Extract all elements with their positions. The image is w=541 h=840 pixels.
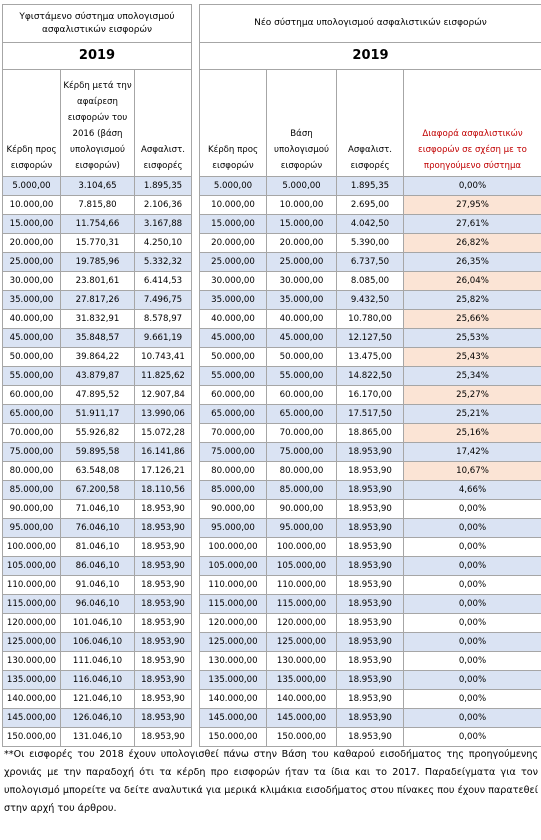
table-cell: 18.953,90 [337,500,404,519]
table-cell: 19.785,96 [61,253,135,272]
table-cell: 135.000,00 [3,671,61,690]
table-cell: 30.000,00 [267,272,337,291]
table-cell: 65.000,00 [3,405,61,424]
table-cell: 18.953,90 [337,538,404,557]
header-earnings: Κέρδη προς εισφορών [200,70,267,177]
table-cell: 18.953,90 [135,519,192,538]
current-system-year: 2019 [3,43,192,70]
table-cell: 110.000,00 [267,576,337,595]
table-cell: 125.000,00 [267,633,337,652]
table-cell: 76.046,10 [61,519,135,538]
table-cell: 18.110,56 [135,481,192,500]
table-row [3,519,192,538]
table-cell: 65.000,00 [200,405,267,424]
table-row [200,481,541,500]
table-row [3,291,192,310]
table-row [200,633,541,652]
table-cell: 45.000,00 [3,329,61,348]
table-cell: 25,34% [404,367,541,386]
table-row [200,405,541,424]
table-cell: 18.953,90 [135,538,192,557]
table-cell: 4,66% [404,481,541,500]
table-cell: 85.000,00 [200,481,267,500]
table-row [200,652,541,671]
table-cell: 150.000,00 [3,728,61,747]
table-cell: 110.000,00 [200,576,267,595]
table-row [200,709,541,728]
table-row [200,595,541,614]
table-row [200,500,541,519]
table-cell: 25,21% [404,405,541,424]
table-cell: 39.864,22 [61,348,135,367]
table-cell: 120.000,00 [3,614,61,633]
table-cell: 18.953,90 [135,557,192,576]
table-row [3,424,192,443]
table-row [3,234,192,253]
table-cell: 0,00% [404,557,541,576]
table-cell: 0,00% [404,500,541,519]
table-cell: 13.475,00 [337,348,404,367]
table-cell: 131.046,10 [61,728,135,747]
table-cell: 1.895,35 [135,177,192,196]
table-cell: 5.000,00 [200,177,267,196]
new-system-table [199,4,541,747]
table-cell: 40.000,00 [200,310,267,329]
table-cell: 5.000,00 [267,177,337,196]
table-cell: 70.000,00 [267,424,337,443]
table-cell: 71.046,10 [61,500,135,519]
table-cell: 150.000,00 [200,728,267,747]
table-cell: 55.926,82 [61,424,135,443]
table-cell: 121.046,10 [61,690,135,709]
table-cell: 65.000,00 [267,405,337,424]
table-cell: 96.046,10 [61,595,135,614]
table-cell: 12.127,50 [337,329,404,348]
table-cell: 17.517,50 [337,405,404,424]
new-system-year: 2019 [200,43,541,70]
table-cell: 1.895,35 [337,177,404,196]
table-cell: 125.000,00 [200,633,267,652]
table-cell: 5.000,00 [3,177,61,196]
table-cell: 50.000,00 [200,348,267,367]
table-cell: 55.000,00 [267,367,337,386]
table-row [3,215,192,234]
table-cell: 35.000,00 [3,291,61,310]
table-row [200,424,541,443]
table-cell: 18.953,90 [135,614,192,633]
table-cell: 23.801,61 [61,272,135,291]
table-cell: 6.414,53 [135,272,192,291]
table-row [3,329,192,348]
table-cell: 4.250,10 [135,234,192,253]
table-cell: 100.000,00 [3,538,61,557]
table-cell: 8.578,97 [135,310,192,329]
table-cell: 7.815,80 [61,196,135,215]
table-cell: 26,82% [404,234,541,253]
table-cell: 15.770,31 [61,234,135,253]
table-row [200,367,541,386]
table-row [200,291,541,310]
table-cell: 35.000,00 [200,291,267,310]
table-cell: 17,42% [404,443,541,462]
table-cell: 17.126,21 [135,462,192,481]
table-row [200,614,541,633]
table-row [3,671,192,690]
table-row [3,709,192,728]
table-cell: 51.911,17 [61,405,135,424]
table-cell: 145.000,00 [267,709,337,728]
table-cell: 18.953,90 [135,690,192,709]
table-row [3,348,192,367]
table-cell: 18.953,90 [135,709,192,728]
table-cell: 70.000,00 [200,424,267,443]
table-cell: 18.953,90 [337,671,404,690]
table-cell: 18.953,90 [135,633,192,652]
table-row [3,652,192,671]
table-cell: 116.046,10 [61,671,135,690]
table-row [3,690,192,709]
table-row [3,538,192,557]
table-row [200,671,541,690]
table-cell: 67.200,58 [61,481,135,500]
table-row [3,500,192,519]
table-cell: 85.000,00 [3,481,61,500]
table-cell: 50.000,00 [267,348,337,367]
table-cell: 18.953,90 [135,652,192,671]
table-cell: 0,00% [404,519,541,538]
table-cell: 95.000,00 [200,519,267,538]
table-cell: 18.953,90 [337,652,404,671]
table-cell: 26,04% [404,272,541,291]
table-cell: 20.000,00 [3,234,61,253]
table-cell: 115.000,00 [200,595,267,614]
table-cell: 25.000,00 [267,253,337,272]
table-cell: 55.000,00 [3,367,61,386]
table-cell: 20.000,00 [267,234,337,253]
table-cell: 2.106,36 [135,196,192,215]
table-row [200,728,541,747]
table-cell: 18.953,90 [135,500,192,519]
table-cell: 10.780,00 [337,310,404,329]
table-cell: 18.953,90 [337,481,404,500]
table-cell: 81.046,10 [61,538,135,557]
header-base: Βάση υπολογισμού εισφορών [267,70,337,177]
table-cell: 15.000,00 [3,215,61,234]
table-cell: 25.000,00 [3,253,61,272]
table-cell: 18.865,00 [337,424,404,443]
table-cell: 86.046,10 [61,557,135,576]
table-cell: 18.953,90 [337,443,404,462]
table-cell: 11.754,66 [61,215,135,234]
table-row [200,310,541,329]
table-cell: 27,95% [404,196,541,215]
table-cell: 0,00% [404,709,541,728]
table-row [3,196,192,215]
header-contributions: Ασφαλιστ. εισφορές [135,70,192,177]
footnote: **Οι εισφορές του 2018 έχουν υπολογισθεί πάνω στην Βάση του καθαρού εισοδήματος της προηγούμενης χρονιάς με την παραδοχή ότι τα κέρδη προ εισφορών ήταν τα ίδια και το 2017. Παραδείγματα για τον υπολογισμό μπορείτε να δείτε αναλυτικά για μερικά κλιμάκια εισοδήματος στου πίνακες που έχουν παρατεθεί στην αρχή του άρθρου. [4,749,538,814]
table-cell: 10.743,41 [135,348,192,367]
table-cell: 105.000,00 [267,557,337,576]
table-cell: 20.000,00 [200,234,267,253]
header-base: Κέρδη μετά την αφαίρεση εισφορών του 2016 (βάση υπολογισμού εισφορών) [61,70,135,177]
new-system-title: Νέο σύστημα υπολογισμού ασφαλιστικών εισφορών [200,5,541,43]
table-cell: 6.737,50 [337,253,404,272]
table-cell: 0,00% [404,595,541,614]
table-cell: 5.332,32 [135,253,192,272]
table-cell: 13.990,06 [135,405,192,424]
current-system-table [2,4,192,747]
table-row [3,310,192,329]
table-cell: 40.000,00 [267,310,337,329]
table-cell: 30.000,00 [200,272,267,291]
table-cell: 115.000,00 [267,595,337,614]
table-cell: 75.000,00 [267,443,337,462]
table-cell: 135.000,00 [267,671,337,690]
table-cell: 45.000,00 [200,329,267,348]
table-cell: 106.046,10 [61,633,135,652]
table-cell: 90.000,00 [3,500,61,519]
table-cell: 18.953,90 [337,614,404,633]
table-row [200,576,541,595]
table-cell: 105.000,00 [3,557,61,576]
table-cell: 140.000,00 [3,690,61,709]
table-cell: 101.046,10 [61,614,135,633]
current-system-title: Υφιστάμενο σύστημα υπολογισμού ασφαλιστικών εισφορών [3,5,192,43]
table-cell: 25,66% [404,310,541,329]
table-cell: 120.000,00 [267,614,337,633]
table-cell: 4.042,50 [337,215,404,234]
table-cell: 15.072,28 [135,424,192,443]
table-cell: 60.000,00 [200,386,267,405]
table-cell: 18.953,90 [337,595,404,614]
table-cell: 130.000,00 [3,652,61,671]
table-row [200,538,541,557]
table-cell: 0,00% [404,652,541,671]
table-cell: 9.432,50 [337,291,404,310]
table-row [3,462,192,481]
table-cell: 111.046,10 [61,652,135,671]
table-cell: 18.953,90 [135,728,192,747]
table-cell: 135.000,00 [200,671,267,690]
table-row [200,196,541,215]
table-cell: 115.000,00 [3,595,61,614]
table-cell: 15.000,00 [267,215,337,234]
table-cell: 40.000,00 [3,310,61,329]
table-cell: 0,00% [404,633,541,652]
table-cell: 7.496,75 [135,291,192,310]
table-row [3,614,192,633]
table-cell: 0,00% [404,728,541,747]
table-cell: 80.000,00 [3,462,61,481]
table-cell: 12.907,84 [135,386,192,405]
table-cell: 105.000,00 [200,557,267,576]
table-cell: 95.000,00 [267,519,337,538]
table-row [3,443,192,462]
table-row [3,557,192,576]
table-cell: 3.167,88 [135,215,192,234]
table-row [200,253,541,272]
table-cell: 18.953,90 [337,576,404,595]
table-cell: 75.000,00 [3,443,61,462]
table-cell: 59.895,58 [61,443,135,462]
table-cell: 35.000,00 [267,291,337,310]
table-cell: 11.825,62 [135,367,192,386]
table-cell: 30.000,00 [3,272,61,291]
table-cell: 25,82% [404,291,541,310]
table-cell: 16.170,00 [337,386,404,405]
table-cell: 0,00% [404,690,541,709]
table-cell: 0,00% [404,671,541,690]
table-cell: 90.000,00 [267,500,337,519]
table-cell: 25,43% [404,348,541,367]
table-cell: 140.000,00 [267,690,337,709]
table-row [3,633,192,652]
table-cell: 2.695,00 [337,196,404,215]
table-row [3,595,192,614]
table-cell: 18.953,90 [337,519,404,538]
table-row [200,557,541,576]
table-cell: 55.000,00 [200,367,267,386]
table-cell: 145.000,00 [200,709,267,728]
table-cell: 125.000,00 [3,633,61,652]
table-cell: 70.000,00 [3,424,61,443]
table-row [200,177,541,196]
table-cell: 10,67% [404,462,541,481]
table-cell: 130.000,00 [200,652,267,671]
header-difference: Διαφορά ασφαλιστικών εισφορών σε σχέση με το προηγούμενο σύστημα [404,70,541,177]
table-cell: 25,27% [404,386,541,405]
table-row [3,576,192,595]
table-row [200,215,541,234]
table-cell: 18.953,90 [337,633,404,652]
table-cell: 100.000,00 [200,538,267,557]
table-cell: 18.953,90 [135,671,192,690]
table-row [200,272,541,291]
table-row [200,443,541,462]
table-row [200,519,541,538]
table-cell: 50.000,00 [3,348,61,367]
table-cell: 18.953,90 [337,709,404,728]
table-row [200,234,541,253]
table-row [200,348,541,367]
table-cell: 10.000,00 [3,196,61,215]
table-cell: 0,00% [404,614,541,633]
table-cell: 31.832,91 [61,310,135,329]
table-cell: 18.953,90 [337,728,404,747]
table-row [3,728,192,747]
table-cell: 3.104,65 [61,177,135,196]
table-cell: 0,00% [404,177,541,196]
table-cell: 110.000,00 [3,576,61,595]
table-cell: 95.000,00 [3,519,61,538]
table-cell: 145.000,00 [3,709,61,728]
table-cell: 140.000,00 [200,690,267,709]
table-cell: 0,00% [404,576,541,595]
table-row [3,272,192,291]
table-cell: 0,00% [404,538,541,557]
table-row [3,481,192,500]
table-cell: 18.953,90 [135,576,192,595]
table-cell: 60.000,00 [3,386,61,405]
table-cell: 25.000,00 [200,253,267,272]
table-cell: 10.000,00 [267,196,337,215]
table-cell: 8.085,00 [337,272,404,291]
table-cell: 90.000,00 [200,500,267,519]
table-cell: 27.817,26 [61,291,135,310]
table-cell: 150.000,00 [267,728,337,747]
table-cell: 75.000,00 [200,443,267,462]
table-cell: 18.953,90 [337,557,404,576]
table-row [3,367,192,386]
table-cell: 60.000,00 [267,386,337,405]
table-cell: 25,16% [404,424,541,443]
table-row [200,329,541,348]
table-cell: 47.895,52 [61,386,135,405]
table-cell: 14.822,50 [337,367,404,386]
table-cell: 63.548,08 [61,462,135,481]
table-cell: 18.953,90 [337,462,404,481]
table-cell: 26,35% [404,253,541,272]
table-cell: 5.390,00 [337,234,404,253]
table-cell: 130.000,00 [267,652,337,671]
table-cell: 43.879,87 [61,367,135,386]
header-earnings: Κέρδη προς εισφορών [3,70,61,177]
table-cell: 18.953,90 [337,690,404,709]
table-row [200,462,541,481]
table-cell: 91.046,10 [61,576,135,595]
table-cell: 45.000,00 [267,329,337,348]
table-row [200,690,541,709]
table-cell: 9.661,19 [135,329,192,348]
table-cell: 18.953,90 [135,595,192,614]
table-cell: 120.000,00 [200,614,267,633]
table-cell: 126.046,10 [61,709,135,728]
table-cell: 25,53% [404,329,541,348]
table-cell: 27,61% [404,215,541,234]
table-cell: 15.000,00 [200,215,267,234]
table-row [3,405,192,424]
table-row [3,253,192,272]
table-cell: 80.000,00 [200,462,267,481]
table-cell: 16.141,86 [135,443,192,462]
table-row [3,386,192,405]
table-row [200,386,541,405]
table-cell: 35.848,57 [61,329,135,348]
table-cell: 10.000,00 [200,196,267,215]
table-cell: 80.000,00 [267,462,337,481]
table-cell: 100.000,00 [267,538,337,557]
header-contributions: Ασφαλιστ. εισφορές [337,70,404,177]
table-row [3,177,192,196]
table-cell: 85.000,00 [267,481,337,500]
